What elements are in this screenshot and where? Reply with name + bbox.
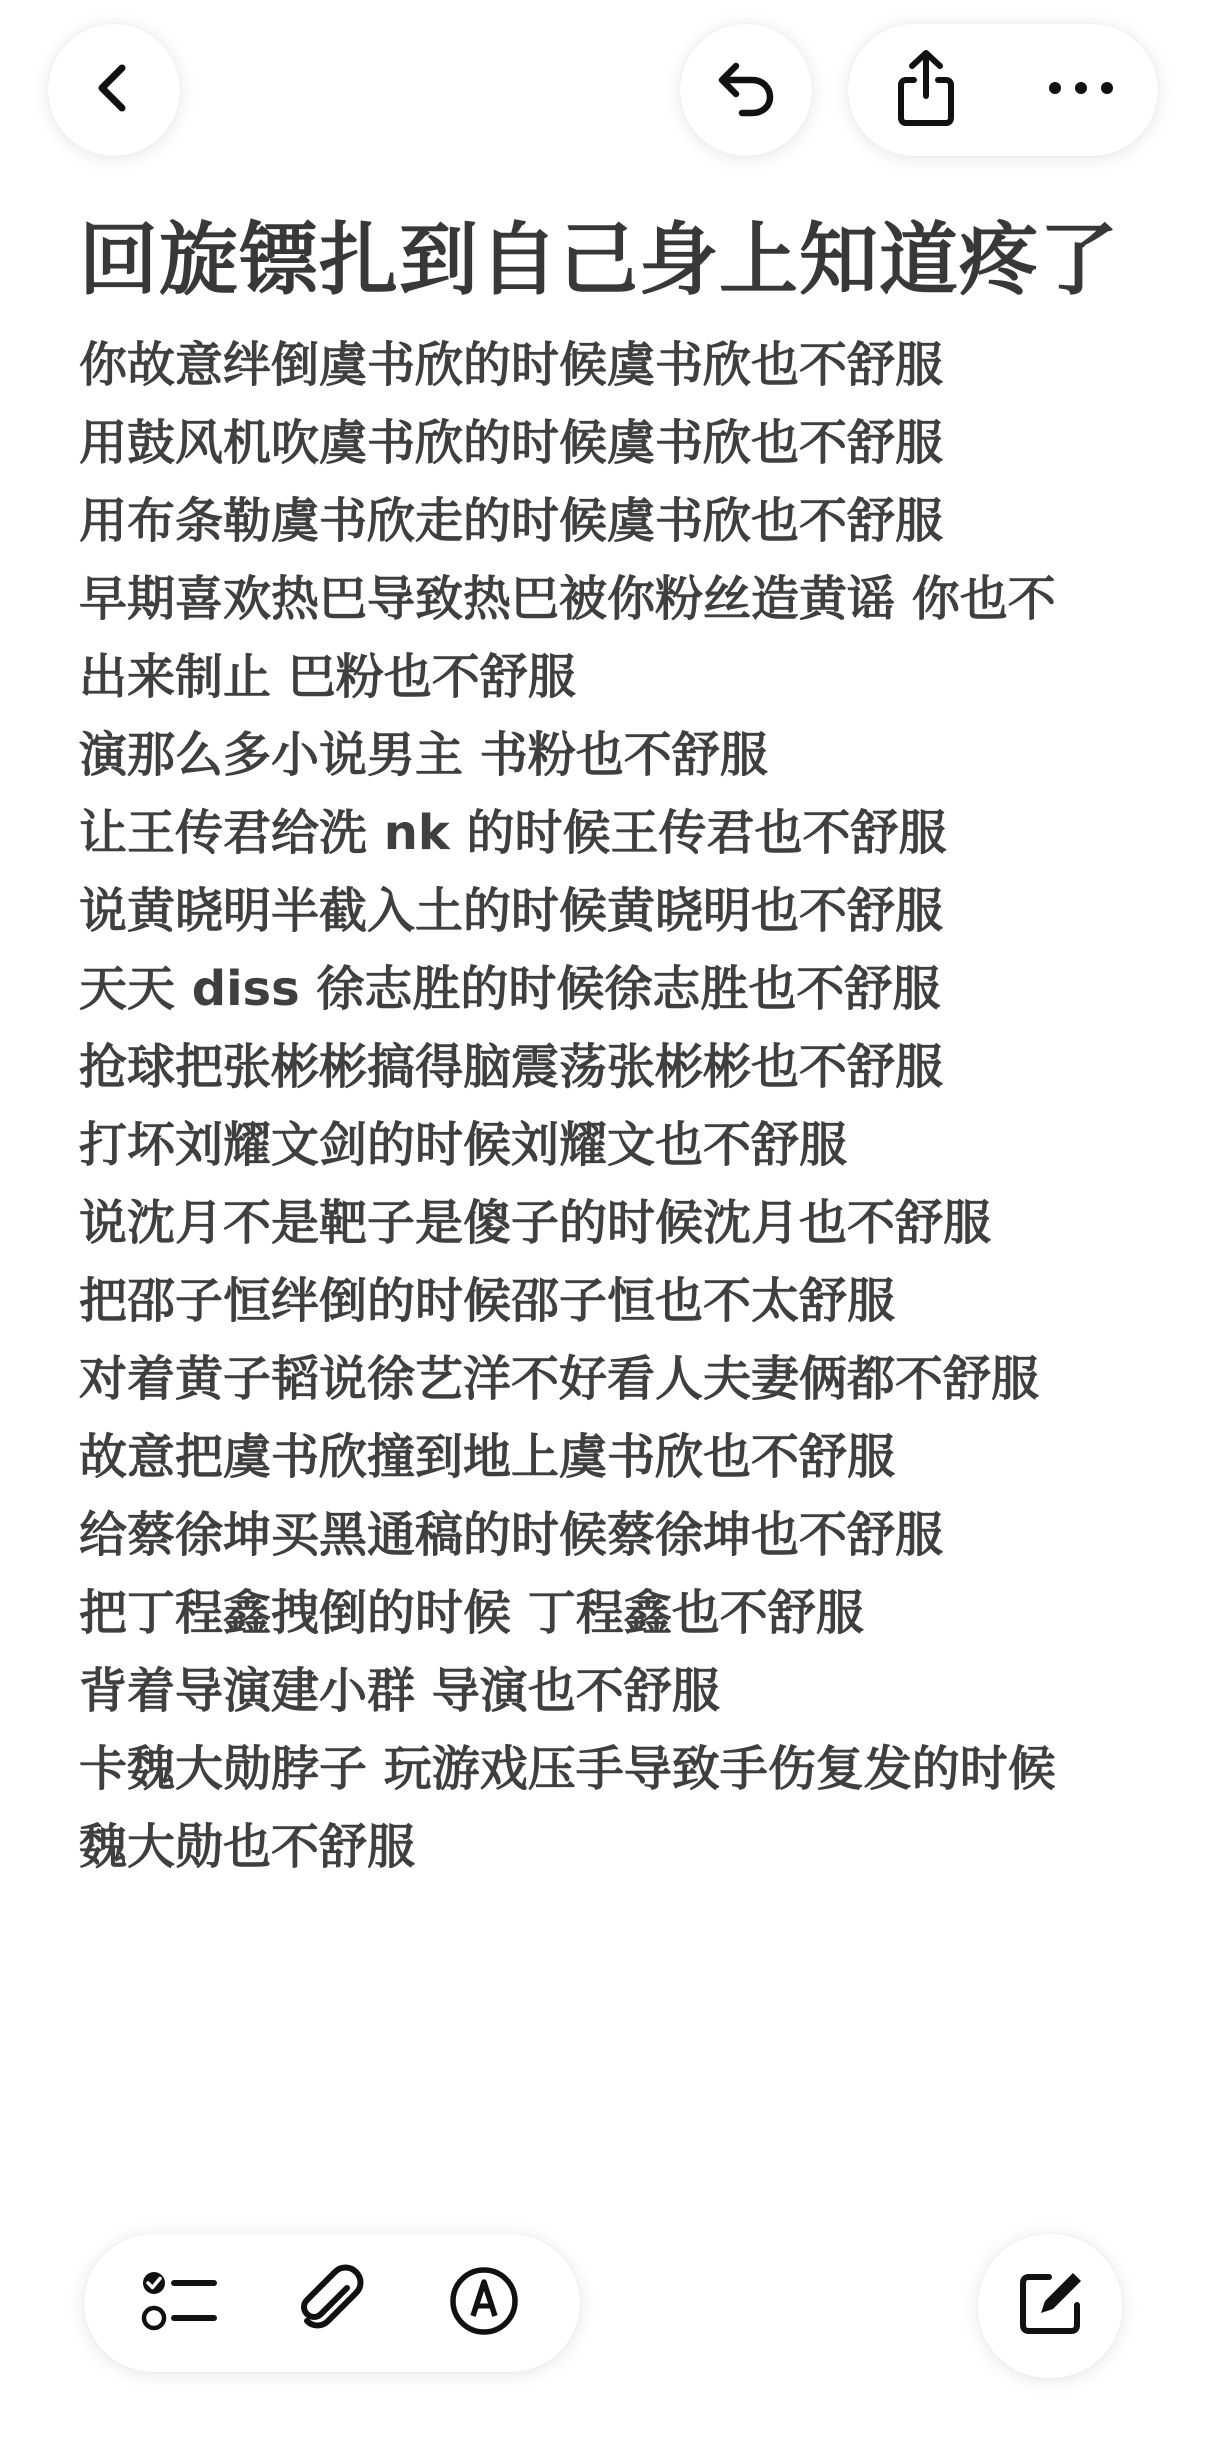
note-line[interactable]: 把丁程鑫拽倒的时候 丁程鑫也不舒服 (79, 1585, 864, 1641)
note-body[interactable] (79, 198, 1139, 1886)
markup-pen-icon (447, 2264, 521, 2342)
note-line[interactable]: 卡魏大勋脖子 玩游戏压手导致手伤复发的时候 (79, 1741, 1056, 1797)
undo-button[interactable] (680, 24, 812, 156)
note-title[interactable]: 回旋镖扎到自己身上知道疼了 (79, 214, 1119, 306)
paperclip-icon (295, 2264, 369, 2342)
note-line[interactable]: 背着导演建小群 导演也不舒服 (79, 1663, 720, 1719)
share-button[interactable] (866, 30, 986, 150)
compose-icon (1013, 2267, 1087, 2345)
note-line[interactable]: 让王传君给洗 nk 的时候王传君也不舒服 (79, 805, 947, 861)
note-line[interactable]: 抢球把张彬彬搞得脑震荡张彬彬也不舒服 (79, 1039, 944, 1095)
checklist-icon (140, 2266, 220, 2340)
note-line[interactable]: 早期喜欢热巴导致热巴被你粉丝造黄谣 你也不 (79, 571, 1056, 627)
note-line[interactable]: 出来制止 巴粉也不舒服 (79, 649, 576, 705)
checklist-button[interactable] (120, 2243, 240, 2363)
back-button[interactable] (48, 24, 180, 156)
note-line[interactable]: 用鼓风机吹虞书欣的时候虞书欣也不舒服 (79, 415, 944, 471)
more-button[interactable] (1021, 30, 1141, 150)
bottom-toolbar (84, 2234, 580, 2372)
more-horizontal-icon (1045, 76, 1117, 104)
note-line[interactable]: 天天 diss 徐志胜的时候徐志胜也不舒服 (79, 961, 941, 1017)
note-line[interactable]: 说沈月不是靶子是傻子的时候沈月也不舒服 (79, 1195, 992, 1251)
note-line[interactable]: 对着黄子韬说徐艺洋不好看人夫妻俩都不舒服 (79, 1351, 1040, 1407)
share-icon (890, 48, 962, 132)
note-line[interactable]: 说黄晓明半截入土的时候黄晓明也不舒服 (79, 883, 944, 939)
compose-button[interactable] (978, 2234, 1122, 2378)
note-line[interactable]: 演那么多小说男主 书粉也不舒服 (79, 727, 768, 783)
note-actions-group (848, 24, 1158, 156)
note-line[interactable]: 打坏刘耀文剑的时候刘耀文也不舒服 (79, 1117, 848, 1173)
attachment-button[interactable] (272, 2243, 392, 2363)
markup-button[interactable] (424, 2243, 544, 2363)
chevron-left-icon (84, 58, 144, 122)
note-line[interactable]: 把邵子恒绊倒的时候邵子恒也不太舒服 (79, 1273, 896, 1329)
note-line[interactable]: 故意把虞书欣撞到地上虞书欣也不舒服 (79, 1429, 896, 1485)
note-line[interactable]: 用布条勒虞书欣走的时候虞书欣也不舒服 (79, 493, 944, 549)
undo-icon (710, 52, 782, 128)
note-line[interactable]: 魏大勋也不舒服 (79, 1819, 416, 1875)
note-line[interactable]: 你故意绊倒虞书欣的时候虞书欣也不舒服 (79, 337, 944, 393)
note-line[interactable]: 给蔡徐坤买黑通稿的时候蔡徐坤也不舒服 (79, 1507, 944, 1563)
